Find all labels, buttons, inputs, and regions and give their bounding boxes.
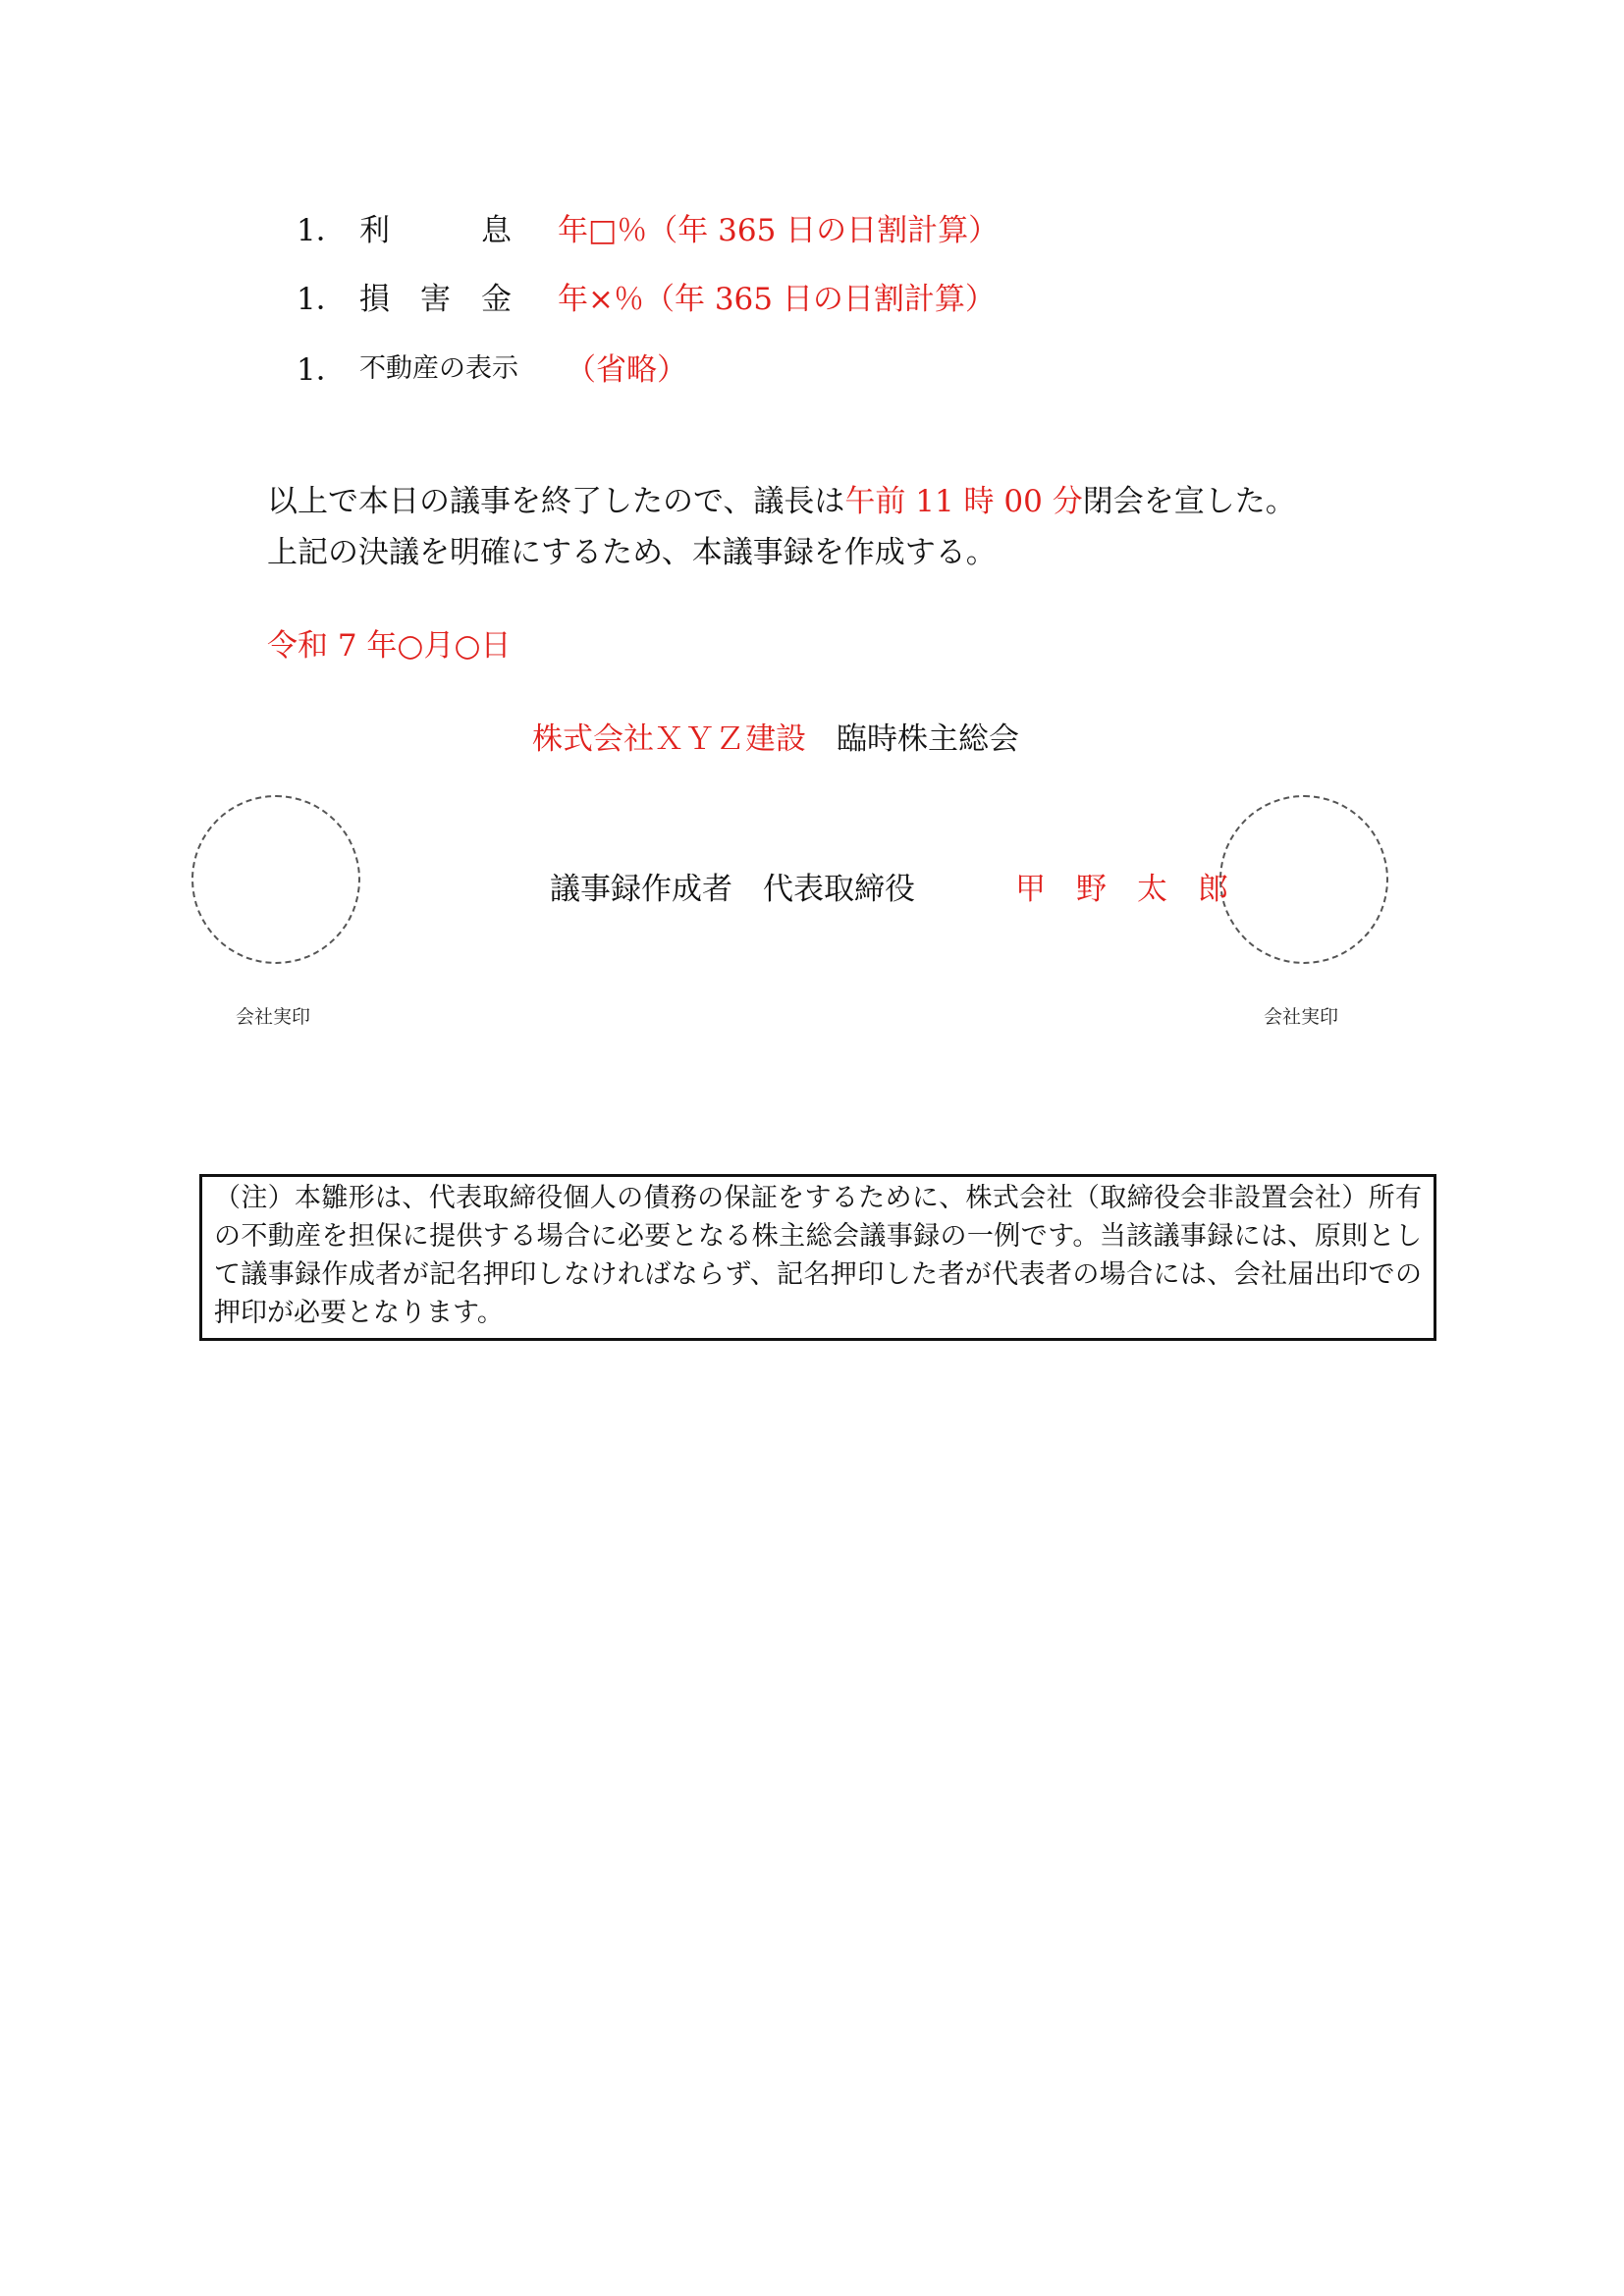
closing-text: 以上で本日の議事を終了したので、議長は: [267, 484, 845, 519]
item-value: 年×％（年 365 日の日割計算）: [558, 282, 996, 317]
closing-line-2: 上記の決議を明確にするため、本議事録を作成する。: [267, 535, 997, 570]
item-bullet: 1．: [297, 282, 347, 317]
seal-circle-right: [1219, 795, 1388, 964]
meeting-name: 臨時株主総会: [837, 721, 1019, 757]
signer-role: 議事録作成者 代表取締役: [550, 872, 915, 907]
item-bullet: 1．: [297, 352, 347, 388]
item-bullet: 1．: [297, 213, 347, 248]
company-name: 株式会社ＸＹＺ建設: [532, 721, 806, 757]
company-meeting: [532, 721, 1019, 757]
seal-circle-left: [191, 795, 360, 964]
item-value: 年□％（年 365 日の日割計算）: [558, 213, 1000, 248]
note-box: （注）本雛形は、代表取締役個人の債務の保証をするために、株式会社（取締役会非設置会社）所有の不動産を担保に提供する場合に必要となる株主総会議事録の一例です。当該議事録には、原則として議事録作成者が記名押印しなければならず、記名押印した者が代表者の場合には、会社届出印での押印が必要となります。: [199, 1174, 1436, 1341]
closing-time: 午前 11 時 00 分: [844, 484, 1083, 519]
item-value: （省略）: [566, 352, 687, 388]
item-term: 損 害 金: [359, 282, 512, 317]
closing-text-end: 閉会を宣した。: [1082, 484, 1296, 519]
seal-label-right: 会社実印: [1264, 1006, 1339, 1028]
document-date: 令和 7 年○月○日: [267, 628, 512, 664]
signer-name: 甲 野 太 郎: [1015, 872, 1228, 907]
seal-label-left: 会社実印: [236, 1006, 311, 1028]
item-term: 利 息: [359, 213, 512, 248]
closing-line-1: [267, 484, 1296, 519]
item-term: 不動産の表示: [359, 353, 518, 384]
